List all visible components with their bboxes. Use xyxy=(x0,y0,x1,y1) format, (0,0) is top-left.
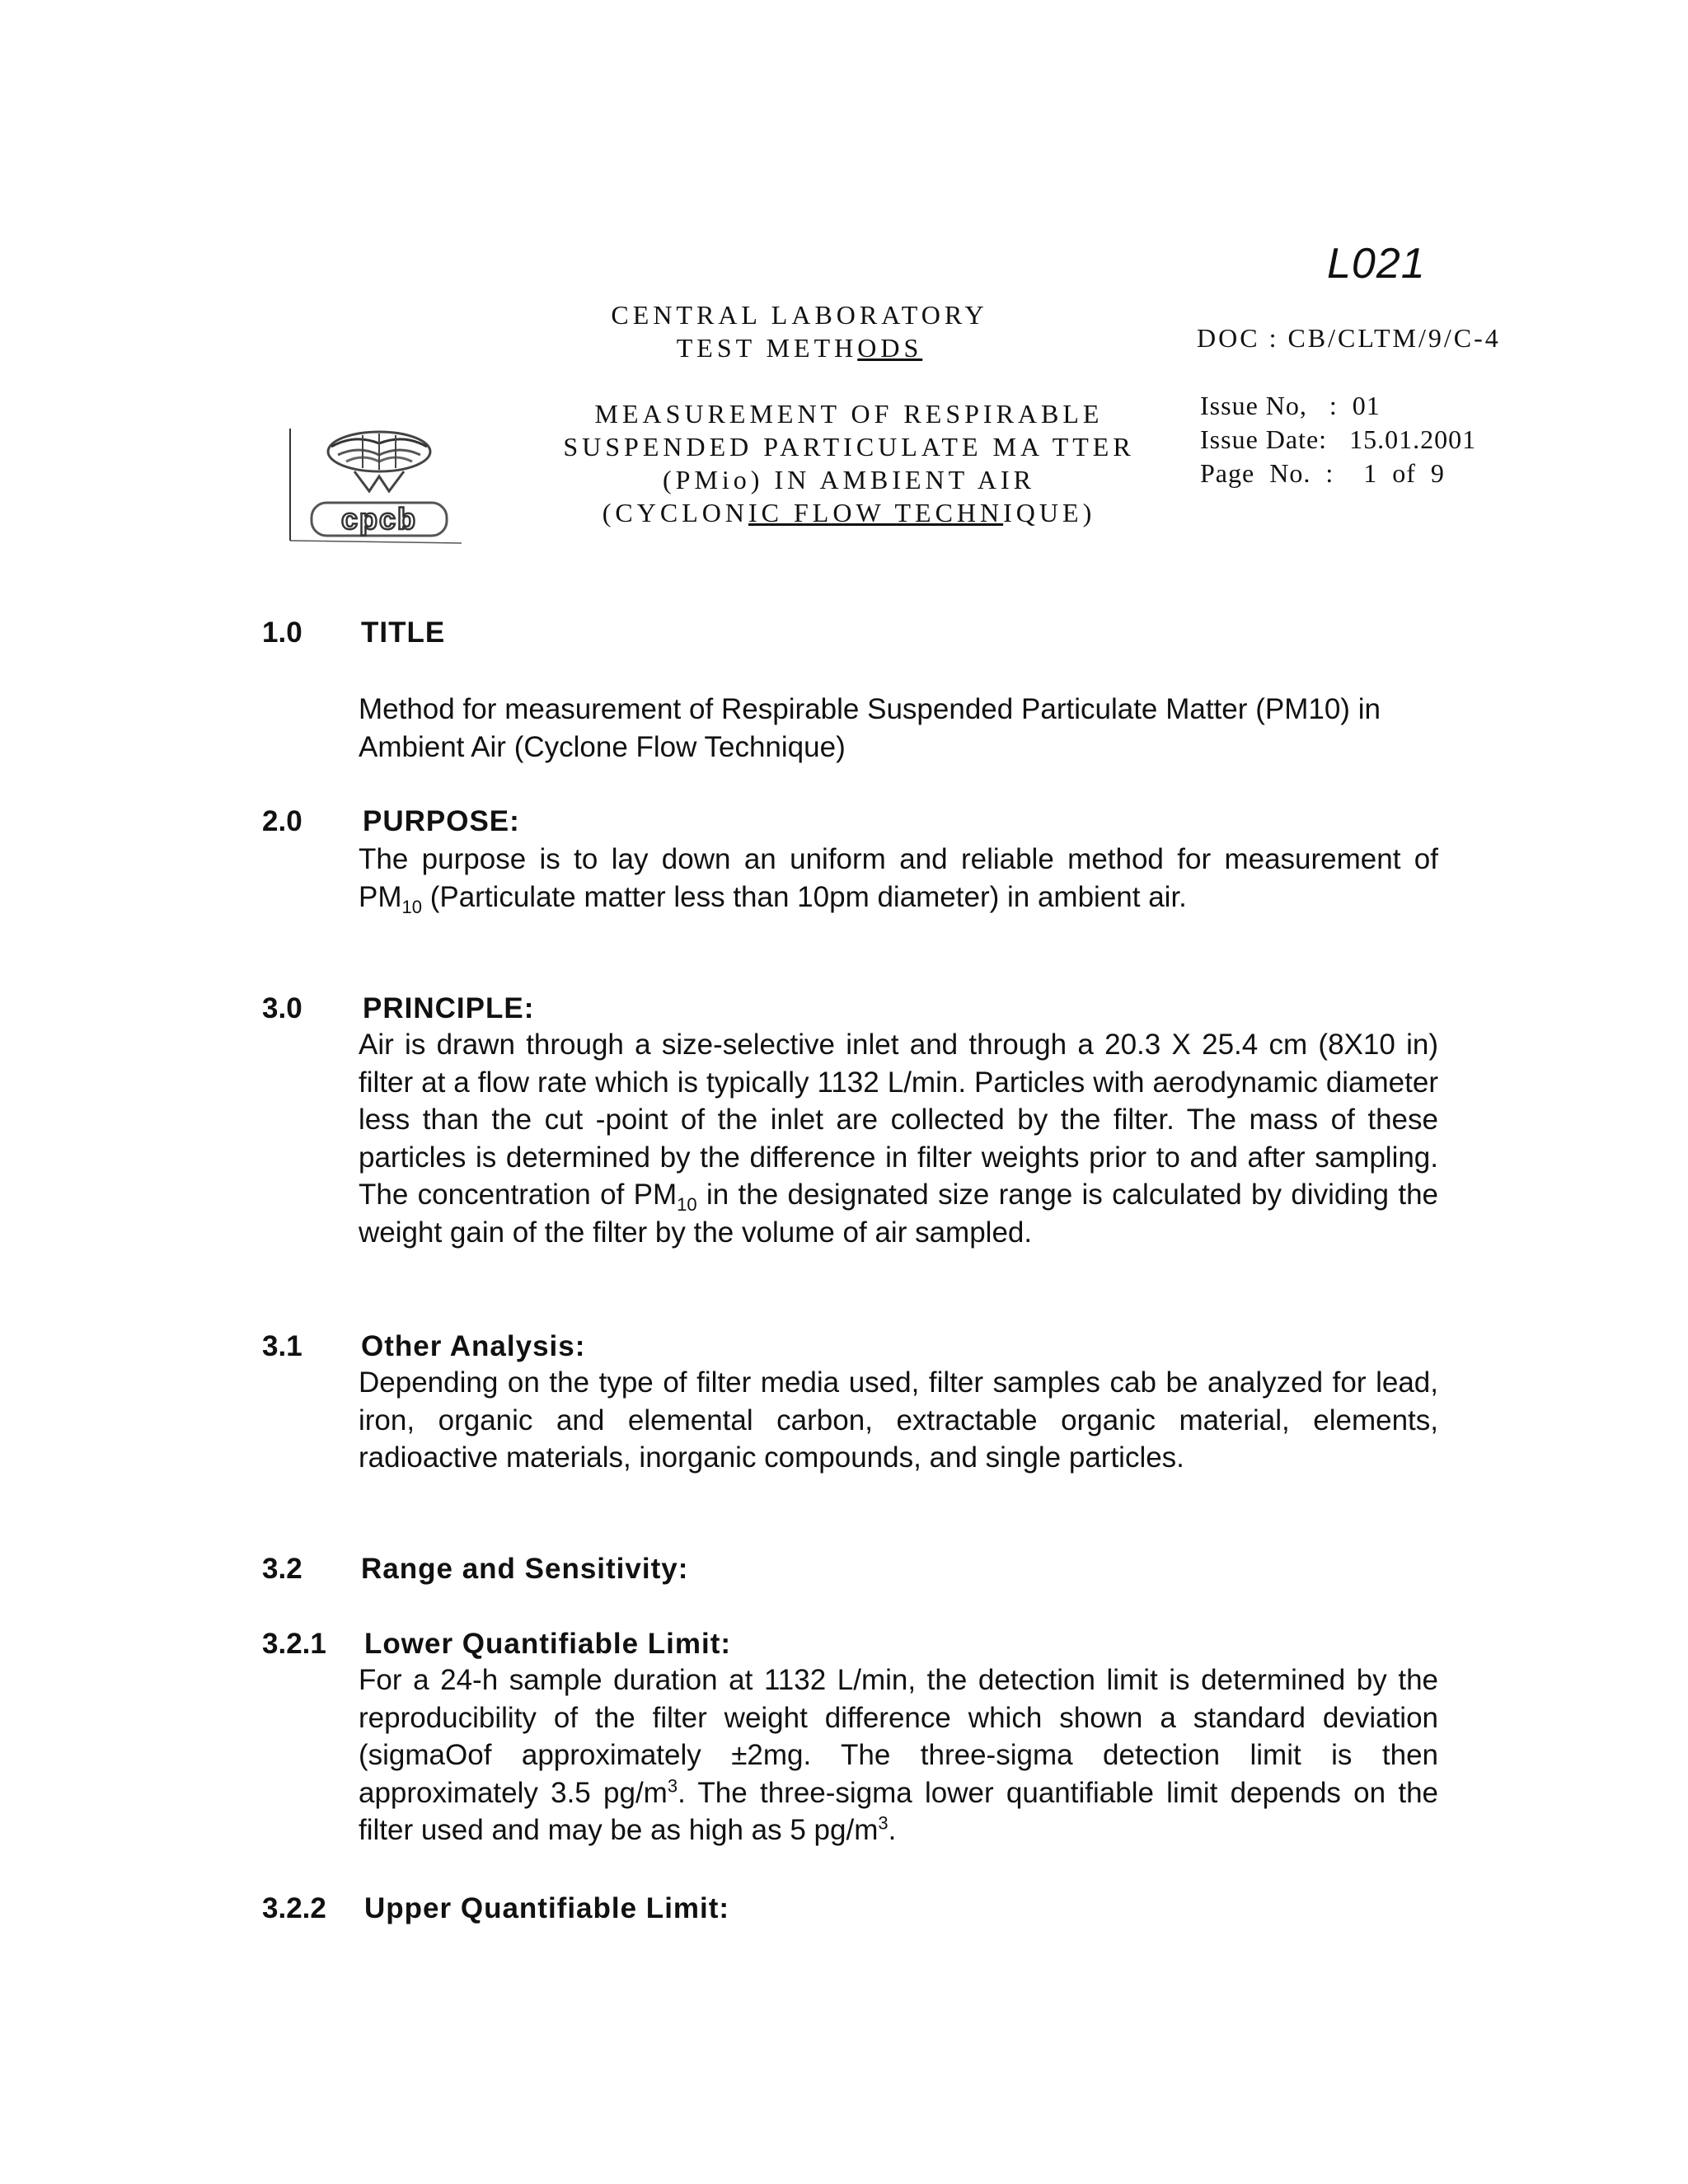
method-line-3: (PMio) IN AMBIENT AIR xyxy=(663,465,1035,494)
section-3-2-1-heading: Lower Quantifiable Limit: xyxy=(364,1628,732,1660)
section-3-2-2-number: 3.2.2 xyxy=(262,1892,326,1924)
section-3-2-1-text xyxy=(359,1661,1438,1849)
cubic-superscript: 3 xyxy=(878,1812,889,1834)
method-line-4-part-c: IQUE) xyxy=(1003,498,1096,527)
section-3-1-heading: Other Analysis: xyxy=(361,1330,586,1362)
lab-line-1: CENTRAL LABORATORY xyxy=(611,300,988,330)
method-line-1: MEASUREMENT OF RESPIRABLE xyxy=(594,399,1104,429)
section-3-heading: PRINCIPLE: xyxy=(363,992,535,1024)
cubic-superscript: 3 xyxy=(667,1774,678,1796)
pm10-subscript: 10 xyxy=(401,896,422,917)
section-2-number: 2.0 xyxy=(262,805,302,837)
section-3-text xyxy=(359,1026,1438,1251)
section-2-text-a: The purpose is to lay down an uniform and reliable method for measurement of PM xyxy=(359,843,1438,913)
section-3-2-1-number: 3.2.1 xyxy=(262,1628,326,1660)
section-3-2-1-text-b: . The three-sigma lower quantifiable limit depends on the filter used and may be as high as 5 pg/m xyxy=(359,1776,1438,1846)
section-3-2-number: 3.2 xyxy=(262,1553,302,1585)
section-3-text-b: in the designated size range is calculated by dividing the weight gain of the filter by the volume of air sampled. xyxy=(359,1179,1438,1249)
section-2-text-b: (Particulate matter less than 10pm diameter) in ambient air. xyxy=(421,880,1187,913)
method-line-4-part-a: (CYCLON xyxy=(602,498,748,527)
section-3-2-heading: Range and Sensitivity: xyxy=(361,1553,689,1585)
section-1-number: 1.0 xyxy=(262,616,302,649)
method-line-4 xyxy=(544,496,1154,529)
method-line-4-underlined: IC FLOW TECHN xyxy=(748,498,1004,527)
section-3-number: 3.0 xyxy=(262,992,302,1024)
pm10-subscript: 10 xyxy=(677,1194,697,1215)
section-3-2-1-text-a: For a 24-h sample duration at 1132 L/min, the detection limit is determined by the reproducibility of the filter weight difference which shown a standard deviation (sigmaOof approximately ±2mg. The three-sigma detection limit is then approximately 3.5 pg/m xyxy=(359,1664,1438,1809)
doc-number: DOC : CB/CLTM/9/C-4 xyxy=(1197,323,1501,353)
section-3-1-text: Depending on the type of filter media used, filter samples cab be analyzed for lead, iron, organic and elemental carbon, extractable organic material, elements, radioactive materials, inorganic compounds, and single particles. xyxy=(359,1366,1438,1474)
document-code: L021 xyxy=(1327,240,1426,288)
lab-line-2-underlined: ODS xyxy=(857,333,923,363)
lab-line-2-part: TEST METH xyxy=(676,333,858,363)
section-3-text-a: Air is drawn through a size-selective inlet and through a 20.3 X 25.4 cm (8X10 in) filter at a flow rate which is typically 1132 L/min. Particles with aerodynamic diameter less than the cut -point of the inlet are collected by the filter. The mass of these particles is determined by the difference in filter weights prior to and after sampling. The concentration of PM xyxy=(359,1029,1438,1211)
section-1-heading: TITLE xyxy=(361,616,446,649)
section-2-text xyxy=(359,841,1438,916)
section-3-2-1-text-c: . xyxy=(888,1814,897,1846)
logo-wordmark: cpcb xyxy=(340,502,418,536)
issue-number: Issue No, : 01 xyxy=(1200,391,1381,420)
method-line-2: SUSPENDED PARTICULATE MA TTER xyxy=(563,432,1135,462)
issue-info xyxy=(1200,389,1476,490)
section-1-text: Method for measurement of Respirable Suspended Particulate Matter (PM10) in Ambient Air (Cyclone Flow Technique) xyxy=(359,693,1381,763)
section-2-heading: PURPOSE: xyxy=(363,805,520,837)
laboratory-heading xyxy=(569,298,1030,364)
section-3-1-number: 3.1 xyxy=(262,1330,302,1362)
method-title-block xyxy=(544,397,1154,529)
section-3-2-2-heading: Upper Quantifiable Limit: xyxy=(364,1892,730,1924)
issue-date: Issue Date: 15.01.2001 xyxy=(1200,424,1477,454)
lab-line-2 xyxy=(569,331,1030,364)
cpcb-logo xyxy=(288,427,466,546)
page-number: Page No. : 1 of 9 xyxy=(1200,458,1445,488)
